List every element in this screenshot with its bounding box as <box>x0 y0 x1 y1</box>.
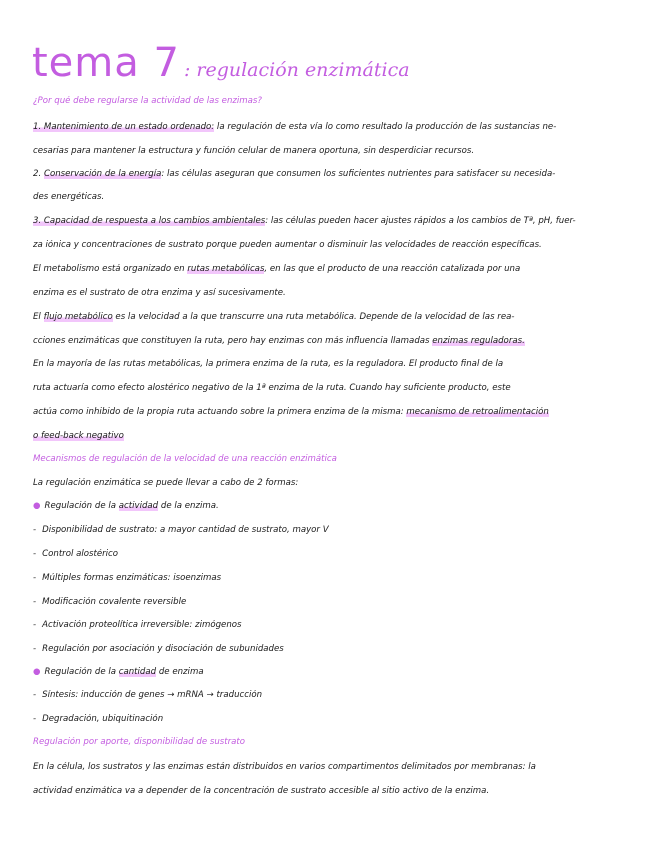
metabolism-text-a: El metabolismo está organizado en <box>33 264 188 274</box>
mechanisms-heading: Mecanismos de regulación de la velocidad de una reacción enzimática <box>33 454 337 464</box>
list-item: - Control alostérico <box>33 549 119 559</box>
regulatory-line-3 <box>33 407 623 418</box>
list-item: - Modificación covalente reversible <box>33 597 187 607</box>
point-2-number: 2. <box>33 169 44 179</box>
list-item-text: Activación proteolítica irreversible: zimógenos <box>42 620 242 630</box>
list-item-text: Múltiples formas enzimáticas: isoenzimas <box>42 573 222 583</box>
point-2-highlight: Conservación de la energía <box>43 169 162 179</box>
list-item: - Múltiples formas enzimáticas: isoenzimas <box>33 573 222 583</box>
list-item-text: Modificación covalente reversible <box>42 597 187 607</box>
point-1-text: la regulación de esta vía lo como resultado la producción de las sustancias ne- <box>214 122 557 132</box>
flux-highlight: flujo metabólico <box>43 312 113 322</box>
flux-text-a: El <box>33 312 44 322</box>
list-item-text: Disponibilidad de sustrato: a mayor cantidad de sustrato, mayor V <box>42 525 329 535</box>
flux-text-b: es la velocidad a la que transcurre una ruta metabólica. Depende de la velocidad de las rea- <box>112 312 515 322</box>
substrate-line-1: En la célula, los sustratos y las enzimas están distribuidos en varios compartimentos delimitados por membranas: la <box>33 762 536 772</box>
feedback-highlight-2: o feed-back negativo <box>33 431 124 441</box>
bullet-activity <box>33 501 623 512</box>
metabolism-highlight: rutas metabólicas <box>187 264 265 274</box>
point-2-line-2: des energéticas. <box>33 192 105 202</box>
list-item: - Activación proteolítica irreversible: zimógenos <box>33 620 242 630</box>
metabolism-text-b: , en las que el producto de una reacción catalizada por una <box>264 264 521 274</box>
list-item: - Síntesis: inducción de genes → mRNA → traducción <box>33 690 263 700</box>
title-main: tema 7 <box>32 40 180 86</box>
list-item: - Degradación, ubiquitinación <box>33 714 164 724</box>
list-item: - Disponibilidad de sustrato: a mayor cantidad de sustrato, mayor V <box>33 525 329 535</box>
feedback-highlight: mecanismo de retroalimentación <box>406 407 549 417</box>
list-item-text: Síntesis: inducción de genes → mRNA → traducción <box>42 690 263 700</box>
bullet-quantity-text-a: Regulación de la <box>44 667 119 677</box>
flux-line-1 <box>33 312 623 323</box>
list-item: - Regulación por asociación y disociación de subunidades <box>33 644 284 654</box>
mechanisms-intro: La regulación enzimática se puede llevar a cabo de 2 formas: <box>33 478 299 488</box>
flux-highlight-2: enzimas reguladoras. <box>432 336 525 346</box>
point-1-line-2: cesarias para mantener la estructura y función celular de manera oportuna, sin desperdiciar recursos. <box>33 146 475 156</box>
quantity-highlight: cantidad <box>118 667 157 677</box>
substrate-heading: Regulación por aporte, disponibilidad de sustrato <box>33 737 246 747</box>
point-3-text: : las células pueden hacer ajustes rápidos a los cambios de Tª, pH, fuer- <box>265 216 576 226</box>
point-3-highlight: 3. Capacidad de respuesta a los cambios ambientales <box>33 216 266 226</box>
regulatory-line-1: En la mayoría de las rutas metabólicas, la primera enzima de la ruta, es la reguladora. El producto final de la <box>33 359 504 369</box>
bullet-dot-icon: ● <box>33 667 41 677</box>
metabolism-line-2: enzima es el sustrato de otra enzima y así sucesivamente. <box>33 288 286 298</box>
point-3-line-1 <box>33 216 623 227</box>
regulatory-line-4 <box>33 431 623 442</box>
list-item-text: Regulación por asociación y disociación de subunidades <box>42 644 284 654</box>
substrate-line-2: actividad enzimática va a depender de la concentración de sustrato accesible al sitio activo de la enzima. <box>33 786 490 796</box>
metabolism-line-1 <box>33 264 623 275</box>
title-sub: : regulación enzimática <box>183 59 410 81</box>
question-heading: ¿Por qué debe regularse la actividad de las enzimas? <box>33 96 262 106</box>
page-title <box>32 40 410 86</box>
flux-line-2 <box>33 336 623 347</box>
point-1-line-1 <box>33 122 623 133</box>
regulatory-line-2: ruta actuaría como efecto alostérico negativo de la 1ª enzima de la ruta. Cuando hay suficiente producto, este <box>33 383 511 393</box>
point-1-highlight: 1. Mantenimiento de un estado ordenado: <box>33 122 215 132</box>
point-3-line-2: za iónica y concentraciones de sustrato porque pueden aumentar o disminuir las velocidades de reacción específicas. <box>33 240 542 250</box>
list-item-text: Degradación, ubiquitinación <box>42 714 164 724</box>
bullet-dot-icon: ● <box>33 501 41 511</box>
flux-text-c: cciones enzimáticas que constituyen la ruta, pero hay enzimas con más influencia llamadas <box>33 336 433 346</box>
bullet-activity-text-a: Regulación de la <box>44 501 119 511</box>
point-2-text: : las células aseguran que consumen los suficientes nutrientes para satisfacer su necesida- <box>161 169 556 179</box>
regulatory-text: actúa como inhibido de la propia ruta actuando sobre la primera enzima de la misma: <box>33 407 407 417</box>
activity-highlight: actividad <box>118 501 159 511</box>
bullet-quantity-text-b: de enzima <box>156 667 204 677</box>
bullet-activity-text-b: de la enzima. <box>158 501 219 511</box>
bullet-quantity <box>33 667 623 678</box>
list-item-text: Control alostérico <box>42 549 119 559</box>
point-2-line-1 <box>33 169 623 180</box>
